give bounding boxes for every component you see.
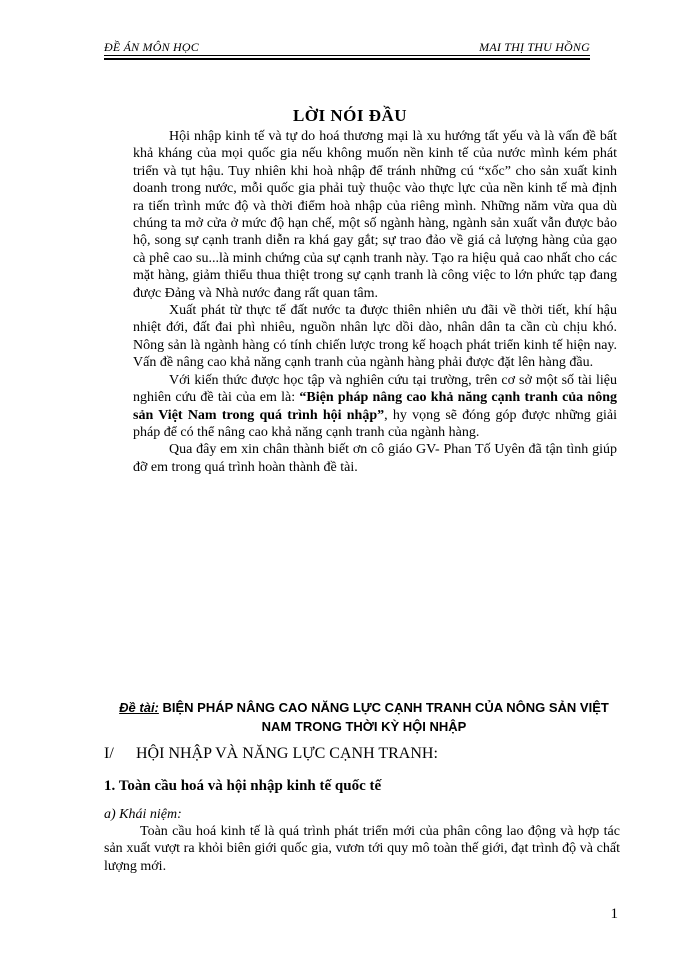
- intro-section: [133, 128, 617, 476]
- topic-label: Đề tài:: [119, 700, 159, 715]
- concept-section: [104, 823, 620, 875]
- paragraph-text: Với kiến thức được học tập và nghiên cứu tại trường, trên cơ sở một số tài liệu nghiên cứu đề tài của em là:: [133, 372, 617, 406]
- concept-paragraph: Toàn cầu hoá kinh tế là quá trình phát triển mới của phân công lao động và hợp tác sản xuất vượt ra khỏi biên giới quốc gia, vươn tới quy mô toàn thế giới, đạt trình độ và chất lượng mới.: [104, 824, 620, 874]
- thesis-title: “Biện pháp nâng cao khả năng cạnh tranh của nông sản Việt Nam trong quá trình hội nhập”: [133, 390, 617, 423]
- intro-paragraph: [133, 372, 617, 442]
- page-title: LỜI NÓI ĐẦU: [292, 106, 408, 125]
- header-rule: [104, 55, 590, 56]
- intro-paragraph: Qua đây em xin chân thành biết ơn cô giáo GV- Phan Tố Uyên đã tận tình giúp đỡ em trong quá trình hoàn thành đề tài.: [133, 442, 617, 475]
- intro-paragraph: Hội nhập kinh tế và tự do hoá thương mại là xu hướng tất yếu và là vấn đề bất khả kháng của mọi quốc gia nếu không muốn nền kinh tế của nước mình kém phát triển và tụt hậu. Tuy nhiên khi hoà nhập để tránh những cú “xốc” cho sản xuất kinh doanh trong nước, mỗi quốc gia phải tuỳ thuộc vào thực lực của nền kinh tế mà định ra tiến trình mức độ và thời điểm hoà nhập của riêng mình. Những năm vừa qua dù chúng ta mở cửa ở mức độ hạn chế, một số ngành hàng, ngành sản xuất vẫn được bảo hộ, song sự cạnh tranh diễn ra khá gay gắt; sự trao đảo về giá cả lượng hàng của gạo cà phê cao su...là minh chứng của sự cạnh tranh này. Tạo ra hiệu quả cao nhất cho các mặt hàng, giảm thiểu thua thiệt trong sự cạnh tranh là công việc to lớn phức tạp đang được Đảng và Nhà nước đang rất quan tâm.: [133, 129, 617, 301]
- section-number: I/: [104, 745, 114, 762]
- intro-paragraph: Xuất phát từ thực tế đất nước ta được thiên nhiên ưu đãi về thời tiết, khí hậu nhiệt đới, đất đai phì nhiêu, nguồn nhân lực dồi dào, nhân dân ta cần cù chịu khó. Nông sản là ngành hàng có tính chiến lược trong kế hoạch phát triển kinh tế hiện nay. Vấn đề nâng cao khả năng cạnh tranh của ngành hàng phải được đặt lên hàng đầu.: [133, 303, 617, 371]
- paragraph-text: , hy vọng sẽ đóng góp được những giải pháp để có thể nâng cao khả năng cạnh tranh của ngành hàng.: [133, 407, 617, 440]
- section-heading: [104, 745, 438, 763]
- page-number: 1: [610, 906, 618, 922]
- topic-heading: [104, 698, 624, 736]
- topic-text: BIỆN PHÁP NÂNG CAO NĂNG LỰC CẠNH TRANH CỦA NÔNG SẢN VIỆT NAM TRONG THỜI KỲ HỘI NHẬP: [162, 700, 609, 734]
- sub-heading: a) Khái niệm:: [104, 807, 182, 822]
- header-rule-thick: [104, 58, 590, 60]
- section-title: HỘI NHẬP VÀ NĂNG LỰC CẠNH TRANH:: [136, 745, 438, 762]
- subsection-heading: 1. Toàn cầu hoá và hội nhập kinh tế quốc tế: [104, 778, 382, 794]
- header-right: MAI THỊ THU HỒNG: [479, 40, 590, 54]
- header-left: ĐỀ ÁN MÔN HỌC: [104, 40, 199, 54]
